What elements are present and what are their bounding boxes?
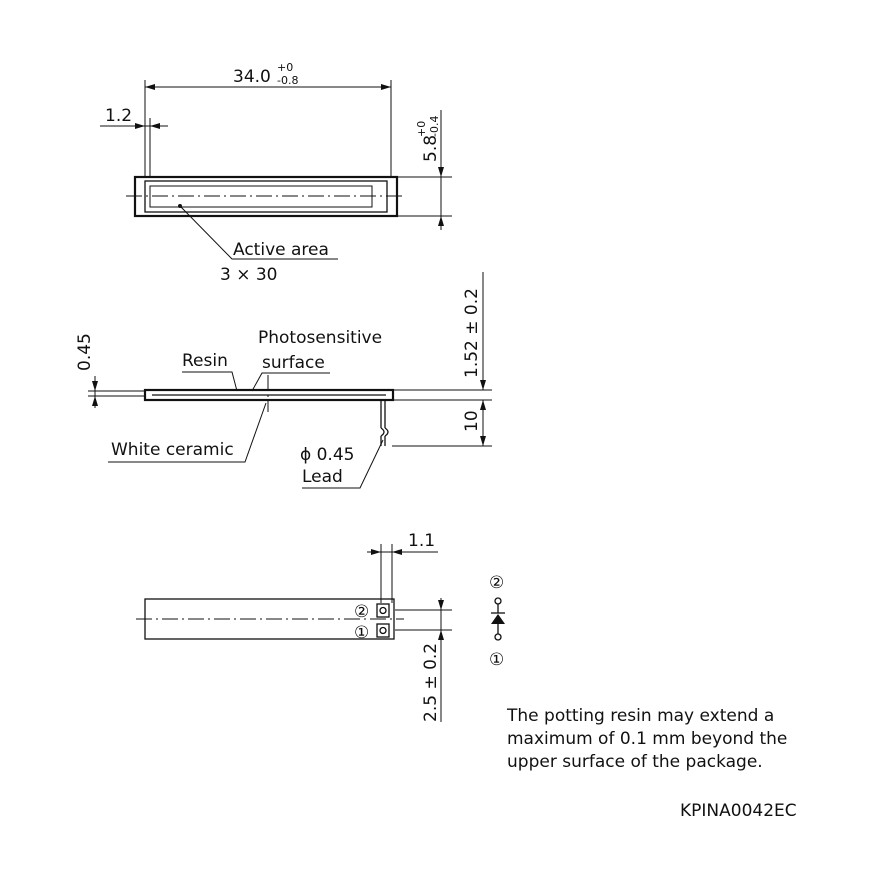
photosensitive-label-line1: Photosensitive bbox=[258, 328, 383, 348]
pin-pitch-value: 2.5 ± 0.2 bbox=[421, 642, 441, 722]
active-area-size: 3 × 30 bbox=[220, 265, 278, 285]
pin-offset-arrow-left bbox=[371, 549, 381, 555]
pin2-marker: ② bbox=[354, 602, 370, 622]
thickness-arrow-bottom bbox=[92, 396, 98, 406]
note-line-1: The potting resin may extend a bbox=[507, 706, 775, 726]
length-tolerance-lower: -0.8 bbox=[277, 74, 299, 87]
lead-label: Lead bbox=[302, 467, 343, 487]
width-arrow-bottom bbox=[438, 216, 444, 226]
lead-diameter-value: ϕ 0.45 bbox=[300, 445, 355, 465]
bottom-view bbox=[136, 531, 452, 722]
pin-pitch-arrow-bottom bbox=[438, 630, 444, 640]
pin1-pad bbox=[377, 624, 389, 637]
anode-terminal bbox=[495, 598, 501, 604]
lead-length-arrow-bottom bbox=[480, 436, 486, 446]
side-view bbox=[75, 272, 492, 488]
drawing-code: KPINA0042EC bbox=[680, 801, 797, 821]
pin-offset-arrow-right bbox=[392, 549, 402, 555]
ceramic-label: White ceramic bbox=[111, 440, 234, 460]
photosensitive-leader bbox=[252, 373, 330, 391]
diode-schematic bbox=[489, 573, 505, 670]
cathode-terminal bbox=[495, 634, 501, 640]
active-area-label: Active area bbox=[233, 240, 329, 260]
pin2-pad bbox=[377, 604, 389, 617]
offset-value: 1.2 bbox=[105, 106, 133, 126]
top-view bbox=[100, 61, 452, 285]
pin1-marker: ① bbox=[354, 623, 370, 643]
width-dimension-label bbox=[415, 116, 441, 162]
note bbox=[506, 706, 787, 772]
lead-break-mark bbox=[381, 428, 388, 436]
note-line-2: maximum of 0.1 mm beyond the bbox=[507, 729, 788, 749]
offset-arrow-right bbox=[150, 123, 160, 129]
diode-triangle bbox=[491, 614, 505, 624]
width-value: 5.8 bbox=[421, 134, 441, 162]
length-arrow-left bbox=[145, 84, 155, 90]
note-line-3: upper surface of the package. bbox=[507, 752, 763, 772]
resin-label: Resin bbox=[182, 351, 228, 371]
height-arrow-top bbox=[480, 380, 486, 390]
length-arrow-right bbox=[381, 84, 391, 90]
width-tolerance-lower: -0.4 bbox=[428, 115, 441, 137]
photosensitive-label-line2: surface bbox=[262, 353, 325, 373]
thickness-arrow-top bbox=[92, 381, 98, 391]
thickness-value: 0.45 bbox=[75, 333, 95, 371]
pin1-hole bbox=[380, 628, 386, 634]
width-arrow-top bbox=[438, 167, 444, 177]
height-value: 1.52 ± 0.2 bbox=[462, 288, 482, 378]
cathode-marker: ① bbox=[489, 650, 505, 670]
lead-length-value: 10 bbox=[462, 410, 482, 432]
offset-arrow-left bbox=[135, 123, 145, 129]
resin-leader bbox=[182, 372, 237, 391]
pin-offset-value: 1.1 bbox=[408, 531, 436, 551]
anode-marker: ② bbox=[489, 573, 505, 593]
pin2-hole bbox=[380, 608, 386, 614]
lead-length-arrow-top bbox=[480, 400, 486, 410]
pin-pitch-arrow-top bbox=[438, 600, 444, 610]
active-area-leader-dot bbox=[178, 204, 182, 208]
length-value: 34.0 bbox=[233, 67, 271, 87]
width-tolerance-upper: +0 bbox=[415, 120, 428, 137]
length-tolerance-upper: +0 bbox=[277, 61, 294, 74]
